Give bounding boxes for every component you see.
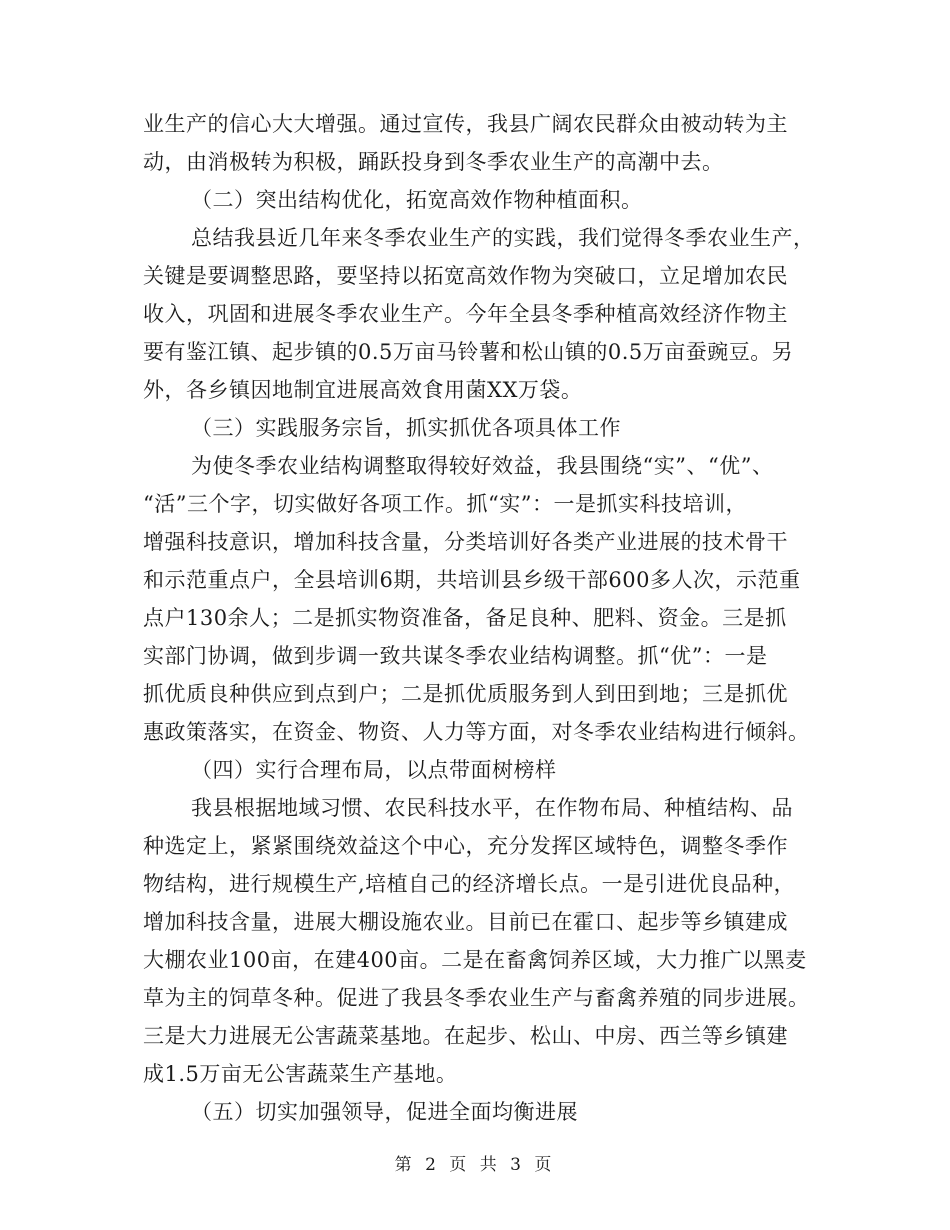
text-line: 种选定上，紧紧围绕效益这个中心，充分发挥区域特色，调整冬季作 xyxy=(143,834,788,858)
text-line: 草为主的饲草冬种。促进了我县冬季农业生产与畜禽养殖的同步进展。 xyxy=(143,986,810,1010)
text-line: 关键是要调整思路，要坚持以拓宽高效作物为突破口，立足增加农民 xyxy=(143,264,788,288)
text-line: 总结我县近几年来冬季农业生产的实践，我们觉得冬季农业生产， xyxy=(191,226,815,250)
body-text xyxy=(143,105,833,1131)
text-line: 外，各乡镇因地制宜进展高效食用菌XX万袋。 xyxy=(143,378,583,402)
text-line: “活”三个字，切实做好各项工作。抓“实”：一是抓实科技培训， xyxy=(143,492,747,516)
section-heading: （五）切实加强领导，促进全面均衡进展 xyxy=(191,1100,578,1124)
text-line: 惠政策落实，在资金、物资、人力等方面，对冬季农业结构进行倾斜。 xyxy=(143,720,810,744)
section-heading: （三）实践服务宗旨，抓实抓优各项具体工作 xyxy=(191,416,621,440)
text-line: 要有鉴江镇、起步镇的0.5万亩马铃薯和松山镇的0.5万亩蚕豌豆。另 xyxy=(143,340,794,364)
text-line: 我县根据地域习惯、农民科技水平，在作物布局、种植结构、品 xyxy=(191,796,793,820)
section-heading: （四）实行合理布局，以点带面树榜样 xyxy=(191,758,557,782)
text-line: 收入，巩固和进展冬季农业生产。今年全县冬季种植高效经济作物主 xyxy=(143,302,788,326)
text-line: 增加科技含量，进展大棚设施农业。目前已在霍口、起步等乡镇建成 xyxy=(143,910,788,934)
text-line: 物结构，进行规模生产,培植自己的经济增长点。一是引进优良品种， xyxy=(143,872,796,896)
text-line: 大棚农业100亩，在建400亩。二是在畜禽饲养区域，大力推广以黑麦 xyxy=(143,948,807,972)
text-line: 业生产的信心大大增强。通过宣传，我县广阔农民群众由被动转为主 xyxy=(143,112,788,136)
text-line: 为使冬季农业结构调整取得较好效益，我县围绕“实”、“优”、 xyxy=(191,454,774,478)
text-line: 动，由消极转为积极，踊跃投身到冬季农业生产的高潮中去。 xyxy=(143,150,724,174)
text-line: 成1.5万亩无公害蔬菜生产基地。 xyxy=(143,1062,458,1086)
text-line: 实部门协调，做到步调一致共谋冬季农业结构调整。抓“优”：一是 xyxy=(143,644,768,668)
text-line: 增强科技意识，增加科技含量，分类培训好各类产业进展的技术骨干 xyxy=(143,530,788,554)
text-line: 三是大力进展无公害蔬菜基地。在起步、松山、中房、西兰等乡镇建 xyxy=(143,1024,788,1048)
page-number-footer: 第 2 页 共 3 页 xyxy=(394,1155,556,1175)
text-line: 抓优质良种供应到点到户；二是抓优质服务到人到田到地；三是抓优 xyxy=(143,682,788,706)
text-line: 点户130余人；二是抓实物资准备，备足良种、肥料、资金。三是抓 xyxy=(143,606,787,630)
section-heading: （二）突出结构优化，拓宽高效作物种植面积。 xyxy=(191,188,643,212)
text-line: 和示范重点户，全县培训6期，共培训县乡级干部600多人次，示范重 xyxy=(143,568,801,592)
